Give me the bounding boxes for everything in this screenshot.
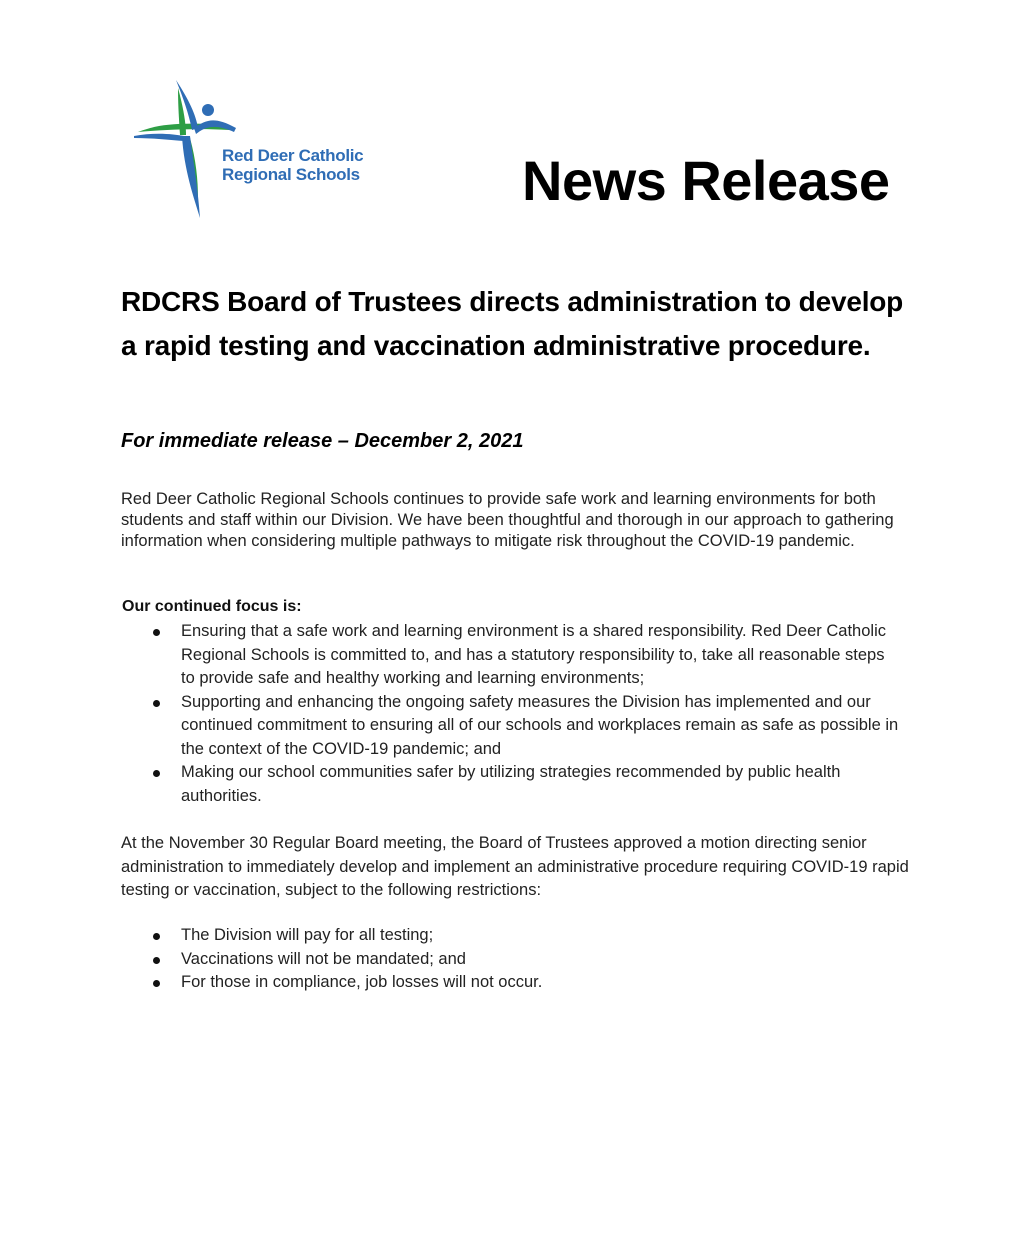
headline: RDCRS Board of Trustees directs administration to develop a rapid testing and vaccination administrative procedure.: [121, 286, 904, 361]
bullet-icon: [153, 933, 160, 940]
list-item-text: Making our school communities safer by utilizing strategies recommended by public health authorities.: [181, 763, 841, 805]
list-item: [121, 620, 901, 691]
list-item: [121, 924, 901, 948]
focus-list: [121, 620, 901, 808]
bullet-icon: [153, 629, 160, 636]
focus-label: Our continued focus is:: [122, 598, 302, 615]
dateline: For immediate release – December 2, 2021: [121, 430, 524, 452]
bullet-icon: [153, 700, 160, 707]
list-item: [121, 971, 901, 995]
bullet-icon: [153, 770, 160, 777]
organization-name-line1: Red Deer Catholic: [222, 146, 364, 165]
list-item: [121, 691, 901, 762]
bullet-icon: [153, 957, 160, 964]
organization-logo: [134, 80, 384, 220]
list-item-text: The Division will pay for all testing;: [181, 926, 434, 944]
news-release-title: News Release: [522, 149, 890, 212]
intro-paragraph: Red Deer Catholic Regional Schools continues to provide safe work and learning environments for both students and staff within our Division. We have been thoughtful and thorough in our approach to gathering information when considering multiple pathways to mitigate risk throughout the COVID-19 pandemic.: [121, 490, 894, 550]
list-item-text: Vaccinations will not be mandated; and: [181, 949, 466, 968]
list-item-text: Supporting and enhancing the ongoing safety measures the Division has implemented and our continued commitment to ensuring all of our schools and workplaces remain as safe as possible in the context of the COVID-19 pandemic; and: [181, 692, 899, 758]
organization-name-line2: Regional Schools: [222, 165, 360, 184]
list-item-text: For those in compliance, job losses will not occur.: [181, 973, 543, 991]
bullet-icon: [153, 980, 160, 987]
list-item: [121, 761, 901, 808]
organization-name: [222, 146, 363, 184]
motion-paragraph: At the November 30 Regular Board meeting, the Board of Trustees approved a motion directing senior administration to immediately develop and implement an administrative procedure requiring COVID-19 rapid testing or vaccination, subject to the following restrictions:: [121, 834, 909, 899]
restrictions-list: [121, 924, 901, 995]
list-item-text: Ensuring that a safe work and learning environment is a shared responsibility. Red Deer Catholic Regional Schools is committed to, and has a statutory responsibility to, take all reasonable steps to provide safe and healthy working and learning environments;: [181, 622, 886, 687]
list-item: [121, 948, 901, 972]
